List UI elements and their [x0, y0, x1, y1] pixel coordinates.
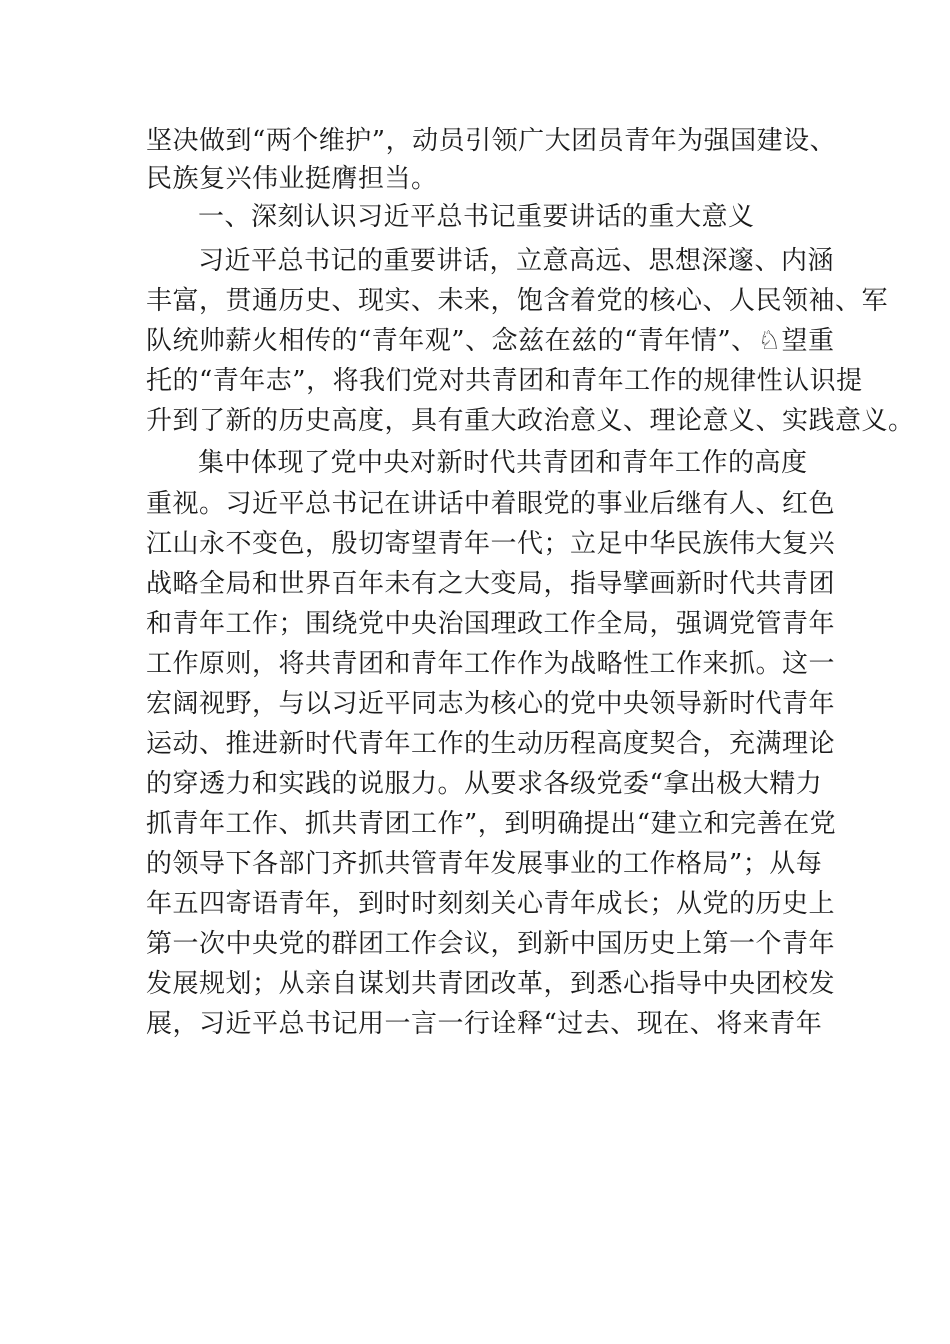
text-line: 运动、推进新时代青年工作的生动历程高度契合，充满理论 [146, 729, 836, 759]
text-line: 丰富，贯通历史、现实、未来，饱含着党的核心、人民领袖、军 [146, 286, 889, 316]
text-line: 升到了新的历史高度，具有重大政治意义、理论意义、实践意义。 [146, 406, 915, 436]
text-line: 托的“青年志”，将我们党对共青团和青年工作的规律性认识提 [146, 366, 863, 396]
text-line: 的领导下各部门齐抓共管青年发展事业的工作格局”；从每 [146, 849, 823, 879]
text-line: 坚决做到“两个维护”，动员引领广大团员青年为强国建设、 [146, 126, 837, 156]
text-line: 抓青年工作、抓共青团工作”，到明确提出“建立和完善在党 [146, 809, 837, 839]
text-line: 第一次中央党的群团工作会议，到新中国历史上第一个青年 [146, 929, 836, 959]
section-heading: 一、深刻认识习近平总书记重要讲话的重大意义 [198, 202, 755, 232]
text-line: 宏阔视野，与以习近平同志为核心的党中央领导新时代青年 [146, 689, 836, 719]
text-line: 工作原则，将共青团和青年工作作为战略性工作来抓。这一 [146, 649, 836, 679]
text-line: 习近平总书记的重要讲话，立意高远、思想深邃、内涵 [198, 246, 835, 276]
text-line: 发展规划；从亲自谋划共青团改革，到悉心指导中央团校发 [146, 969, 836, 999]
text-line: 队统帅薪火相传的“青年观”、念兹在兹的“青年情”、♘望重 [146, 326, 835, 356]
text-line: 和青年工作；围绕党中央治国理政工作全局，强调党管青年 [146, 609, 836, 639]
text-line: 重视。习近平总书记在讲话中着眼党的事业后继有人、红色 [146, 489, 836, 519]
text-line: 江山永不变色，殷切寄望青年一代；立足中华民族伟大复兴 [146, 529, 836, 559]
text-line: 的穿透力和实践的说服力。从要求各级党委“拿出极大精力 [146, 769, 823, 799]
text-line: 展，习近平总书记用一言一行诠释“过去、现在、将来青年 [146, 1009, 823, 1039]
text-line: 年五四寄语青年，到时时刻刻关心青年成长；从党的历史上 [146, 889, 836, 919]
text-line: 战略全局和世界百年未有之大变局，指导擘画新时代共青团 [146, 569, 836, 599]
text-line: 民族复兴伟业挺膺担当。 [146, 164, 438, 194]
text-line: 集中体现了党中央对新时代共青团和青年工作的高度 [198, 448, 808, 478]
